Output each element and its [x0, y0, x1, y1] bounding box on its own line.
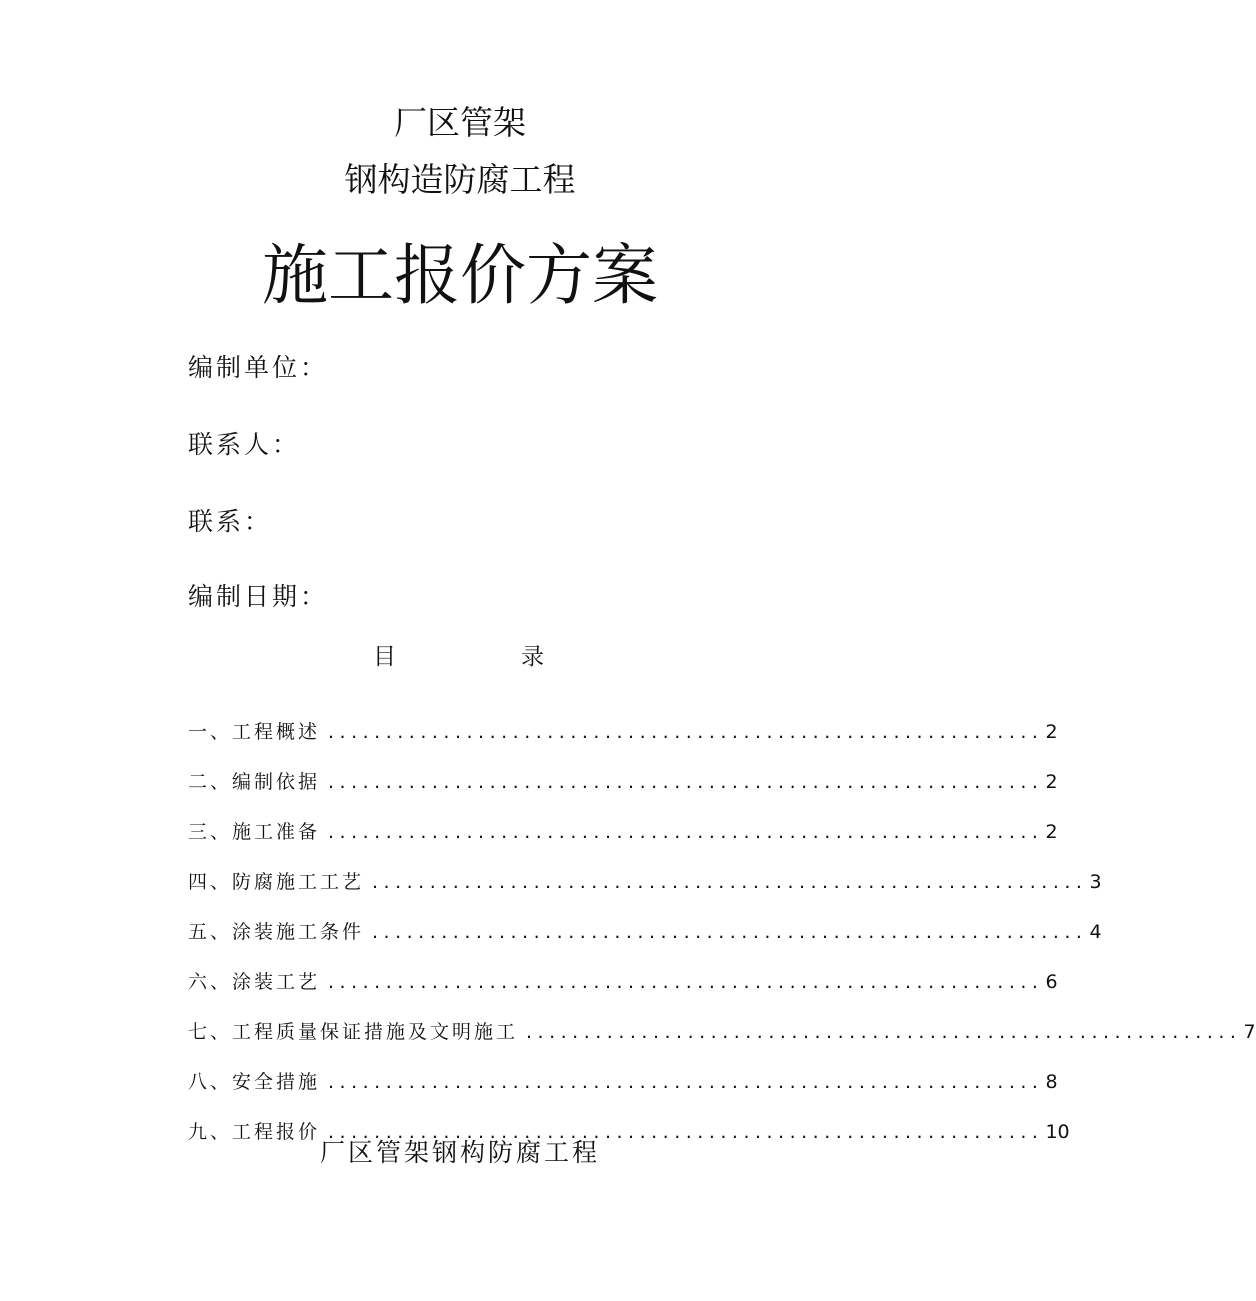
toc-item-page: 2	[1045, 721, 1058, 743]
table-of-contents	[188, 695, 1256, 1145]
toc-item-label: 三、施工准备	[188, 821, 321, 843]
toc-item-page: 7	[1243, 1021, 1256, 1043]
toc-item-page: 3	[1089, 871, 1102, 893]
toc-item-label: 四、防腐施工工艺	[188, 871, 365, 893]
toc-item[interactable]	[188, 945, 1058, 995]
toc-item-page: 6	[1045, 971, 1058, 993]
compile-date-label: 编制日期：	[188, 582, 329, 611]
toc-leader-dots: ..............................................................	[328, 821, 1044, 843]
toc-item[interactable]	[188, 845, 1102, 895]
contact-person-label: 联系人：	[188, 430, 301, 459]
toc-leader-dots: ..............................................................	[328, 771, 1044, 793]
toc-leader-dots: ..............................................................	[372, 921, 1088, 943]
toc-item-label: 二、编制依据	[188, 771, 321, 793]
toc-item-label: 七、工程质量保证措施及文明施工	[188, 1021, 519, 1043]
toc-item[interactable]	[188, 745, 1058, 795]
toc-item[interactable]	[188, 1045, 1058, 1095]
toc-item[interactable]	[188, 995, 1256, 1045]
cover-title-line2: 钢构造防腐工程	[344, 160, 576, 199]
toc-item-label: 一、工程概述	[188, 721, 321, 743]
toc-item-page: 2	[1045, 821, 1058, 843]
toc-item-label: 五、涂装施工条件	[188, 921, 365, 943]
toc-item-label: 九、工程报价	[188, 1121, 321, 1143]
toc-leader-dots: ..............................................................	[372, 871, 1088, 893]
toc-leader-dots: ..............................................................	[328, 971, 1044, 993]
cover-title-line1: 厂区管架	[394, 103, 526, 142]
toc-leader-dots: ..............................................................	[328, 1071, 1044, 1093]
compiler-unit-label: 编制单位：	[188, 353, 329, 382]
toc-heading-char2: 录	[521, 644, 544, 670]
toc-item-page: 4	[1089, 921, 1102, 943]
toc-heading-char1: 目	[373, 644, 396, 670]
toc-item[interactable]	[188, 895, 1102, 945]
toc-item-page: 10	[1045, 1121, 1070, 1143]
contact-label: 联系：	[188, 507, 273, 536]
toc-item[interactable]	[188, 695, 1058, 745]
toc-leader-dots: ..............................................................	[526, 1021, 1242, 1043]
toc-item-label: 六、涂装工艺	[188, 971, 321, 993]
toc-item-page: 2	[1045, 771, 1058, 793]
page-footer: 厂区管架钢构防腐工程	[319, 1138, 600, 1167]
cover-main-title: 施工报价方案	[262, 237, 658, 314]
toc-item[interactable]	[188, 795, 1058, 845]
toc-item-label: 八、安全措施	[188, 1071, 321, 1093]
toc-item-page: 8	[1045, 1071, 1058, 1093]
toc-leader-dots: ..............................................................	[328, 1121, 1044, 1143]
toc-leader-dots: ..............................................................	[328, 721, 1044, 743]
